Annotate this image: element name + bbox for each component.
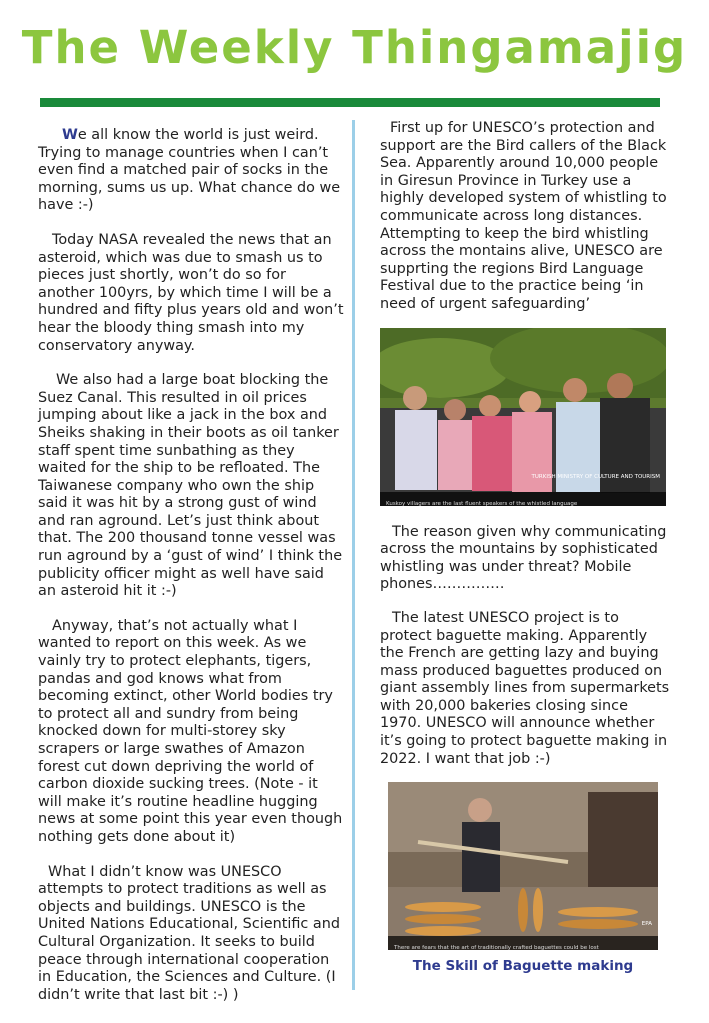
paragraph (38, 864, 344, 1005)
paragraph (38, 127, 344, 215)
bird-callers-photo (380, 328, 666, 506)
drop-cap: W (62, 127, 78, 143)
left-column (38, 127, 344, 1021)
paragraph-text: The reason given why communicating across the mountains by sophisticated whistling was under threat? Mobile phones…………… (380, 523, 667, 593)
paragraph (38, 618, 344, 847)
baguette-image (388, 782, 658, 950)
photo-caption: Kuskoy villagers are the last fluent speakers of the whistled language (380, 492, 666, 506)
paragraph (38, 232, 344, 355)
paragraph-text: What I didn’t know was UNESCO attempts to protect traditions as well as objects and buildings. UNESCO is the United Nations Educational, Scientific and Cultural Organization. It seeks to build peace through international cooperation in Education, the Sciences and Culture. (I didn’t write that last bit :-) ) (38, 863, 340, 1003)
masthead-title: The Weekly Thingamajig (21, 21, 688, 74)
paragraph-text: First up for UNESCO’s protection and support are the Bird callers of the Black Sea. Apparently around 10,000 people in Giresun Province in Turkey use a highly developed system of whistling to communicate across long distances. Attempting to keep the bird whistling across the montains alive, UNESCO are supprting the regions Bird Language Festival due to the practice being ‘in need of urgent safeguarding’ (380, 120, 667, 312)
photo-credit: TURKISH MINISTRY OF CULTURE AND TOURISM (531, 473, 660, 480)
photo-credit: EPA (641, 920, 652, 927)
right-column (380, 120, 670, 976)
paragraph (380, 610, 670, 768)
paragraph-text: We also had a large boat blocking the Suez Canal. This resulted in oil prices jumping about like a jack in the box and Sheiks shaking in their boots as oil tanker staff spent time sunbathing as they waited for the ship to be refloated. The Taiwanese company who own the ship said it was hit by a strong gust of wind and ran aground. Let’s just think about that. The 200 thousand tonne vessel was run aground by a ‘gust of wind’ I think the publicity officer might as well have said an asteroid hit it :-) (38, 372, 343, 600)
paragraph-text: Today NASA revealed the news that an asteroid, which was due to smash us to pieces just shortly, won’t do so for another 100yrs, by which time I will be a hundred and fifty plus years old and won’t hear the bloody thing smash into my conservatory anyway. (38, 231, 344, 354)
header-rule (40, 98, 660, 107)
paragraph (380, 120, 670, 314)
baguette-photo (388, 782, 658, 950)
column-divider (352, 120, 355, 990)
paragraph (38, 372, 344, 601)
photo-caption: There are fears that the art of traditionally crafted baguettes could be lost (388, 936, 658, 950)
figure-caption: The Skill of Baguette making (412, 958, 634, 975)
paragraph-text: e all know the world is just weird. Trying to manage countries when I can’t even find a matched pair of socks in the morning, sums us up. What chance do we have :-) (38, 127, 341, 214)
paragraph (380, 524, 670, 594)
paragraph-text: The latest UNESCO project is to protect baguette making. Apparently the French are getting lazy and buying mass produced baguettes produced on giant assembly lines from supermarkets with 20,000 bakeries closing since 1970. UNESCO will announce whether it’s going to protect baguette making in 2022. I want that job :-) (380, 609, 670, 767)
paragraph-text: Anyway, that’s not actually what I wanted to report on this week. As we vainly try to protect elephants, tigers, pandas and god knows what from becoming extinct, other World bodies try to protect all and sundry from being knocked down for multi-storey sky scrapers or large swathes of Amazon forest cut down depriving the world of carbon dioxide sucking trees. (Note - it will make it’s routine headline hugging news at some point this year even though nothing gets done about it) (38, 617, 343, 845)
